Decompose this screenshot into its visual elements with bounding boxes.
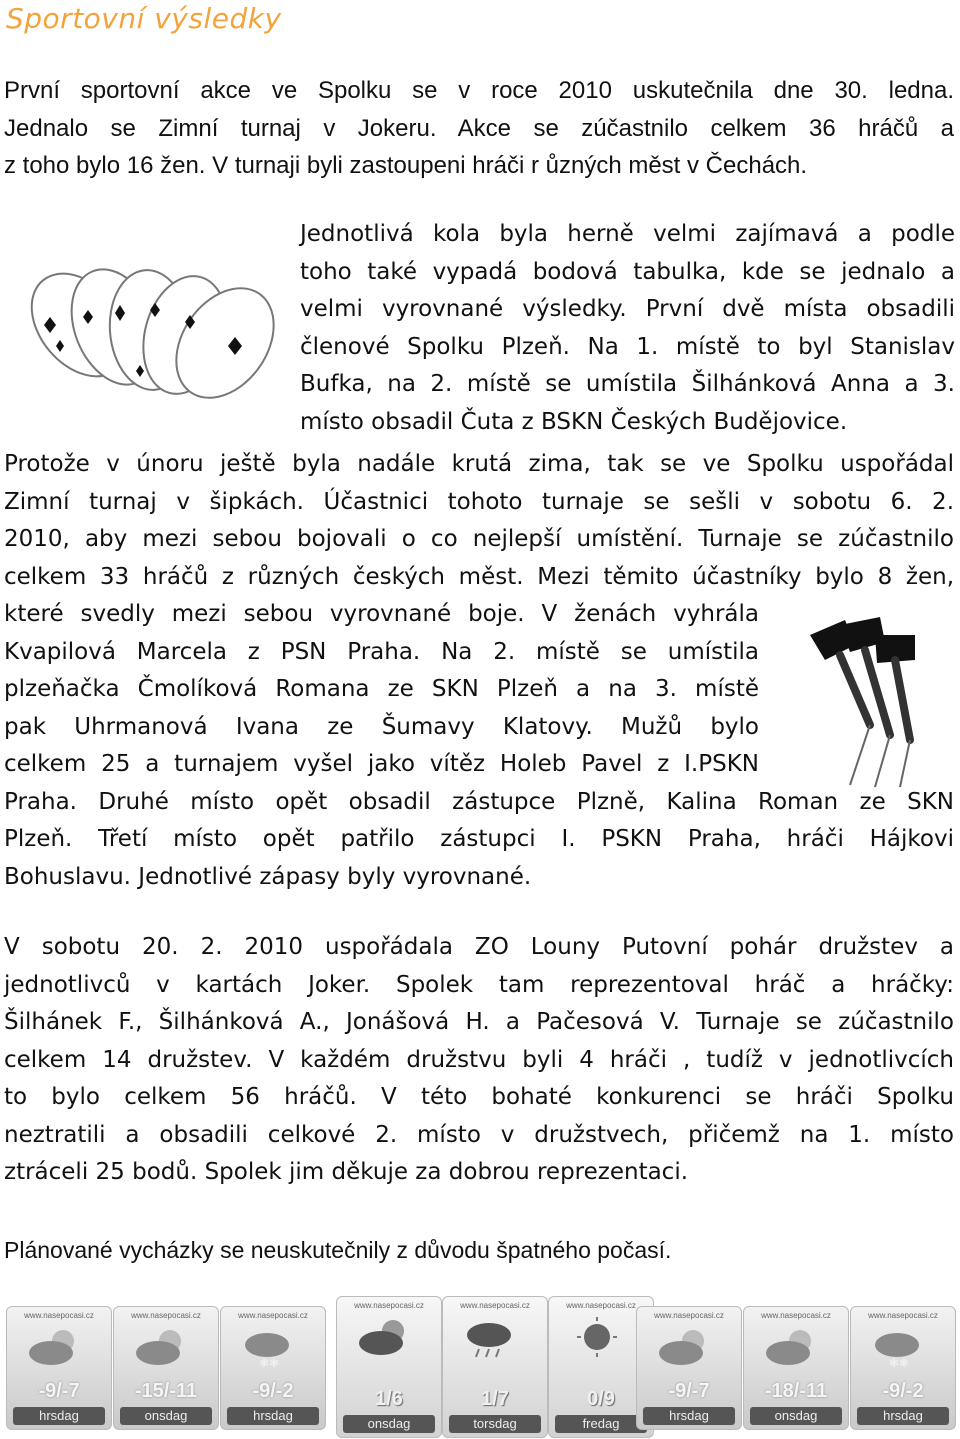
text-line: toho také vypadá bodová tabulka, kde se jednalo a bbox=[300, 258, 955, 285]
text-line: jednotlivců v kartách Joker. Spolek tam reprezentoval hráč a hráčky: bbox=[4, 971, 954, 998]
sun-cloud-icon bbox=[762, 1325, 822, 1370]
snow-cloud-icon bbox=[869, 1325, 929, 1370]
weather-site-label: www.nasepocasi.cz bbox=[460, 1301, 530, 1310]
text-line: Zimní turnaj v šipkách. Účastnici tohoto turnaje se sešli v sobotu 6. 2. bbox=[4, 488, 954, 515]
day-label: onsdag bbox=[750, 1407, 842, 1425]
day-label: hrsdag bbox=[643, 1407, 735, 1425]
sun-cloud-icon bbox=[655, 1325, 715, 1370]
sun-cloud-icon bbox=[25, 1325, 85, 1370]
weather-tile bbox=[113, 1306, 219, 1430]
playing-cards-image bbox=[20, 255, 290, 405]
text-line: celkem 25 a turnajem vyšel jako vítěz Holeb Pavel z I.PSKN bbox=[4, 751, 759, 777]
weather-site-label: www.nasepocasi.cz bbox=[131, 1311, 201, 1320]
day-label: hrsdag bbox=[227, 1407, 319, 1425]
weather-tile bbox=[850, 1306, 956, 1430]
temperature: -9/-7 bbox=[668, 1380, 710, 1402]
temperature: 1/6 bbox=[375, 1388, 403, 1410]
sun-cloud-icon bbox=[355, 1315, 415, 1360]
day-label: hrsdag bbox=[857, 1407, 949, 1425]
text-line: Praha. Druhé místo opět obsadil zástupce Plzně, Kalina Roman ze SKN bbox=[4, 788, 954, 815]
text-line: celkem 33 hráčů z různých českých měst. Mezi těmito účastníky bylo 8 žen, bbox=[4, 563, 954, 590]
text-line: členové Spolku Plzeň. Na 1. místě to byl Stanislav bbox=[300, 333, 955, 360]
rain-cloud-icon bbox=[461, 1315, 521, 1360]
text-line: V sobotu 20. 2. 2010 uspořádala ZO Louny Putovní pohár družstev a bbox=[4, 934, 954, 960]
text-line: Plánované vycházky se neuskutečnily z důvodu špatného počasí. bbox=[4, 1237, 672, 1263]
day-label: onsdag bbox=[343, 1415, 435, 1433]
weather-forecast-strip bbox=[0, 1296, 960, 1439]
weather-tile bbox=[442, 1296, 548, 1438]
page-title: Sportovní výsledky bbox=[6, 2, 282, 35]
weather-tile bbox=[220, 1306, 326, 1430]
text-line: celkem 14 družstev. V každém družstvu byli 4 hráči , tudíž v jednotlivcích bbox=[4, 1046, 954, 1073]
text-line: které svedly mezi sebou vyrovnané boje. V ženách vyhrála bbox=[4, 601, 759, 627]
temperature: 1/7 bbox=[481, 1388, 509, 1410]
weather-site-label: www.nasepocasi.cz bbox=[868, 1311, 938, 1320]
sun-cloud-icon bbox=[132, 1325, 192, 1370]
text-line: z toho bylo 16 žen. V turnaji byli zastoupeni hráči r ůzných měst v Čechách. bbox=[4, 152, 808, 179]
text-line: Bufka, na 2. místě se umístila Šilhánková Anna a 3. bbox=[300, 371, 955, 397]
day-label: torsdag bbox=[449, 1415, 541, 1433]
weather-site-label: www.nasepocasi.cz bbox=[654, 1311, 724, 1320]
weather-site-label: www.nasepocasi.cz bbox=[761, 1311, 831, 1320]
text-line: to bylo celkem 56 hráčů. V této bohaté konkurenci se hráči Spolku bbox=[4, 1084, 954, 1110]
temperature: -9/-2 bbox=[882, 1380, 924, 1402]
weather-site-label: www.nasepocasi.cz bbox=[24, 1311, 94, 1320]
weather-tile bbox=[6, 1306, 112, 1430]
paragraph-results bbox=[300, 216, 955, 441]
paragraph-joker-tournament bbox=[4, 72, 954, 185]
temperature: -9/-2 bbox=[252, 1380, 294, 1402]
text-line: Jednotlivá kola byla herně velmi zajímavá a podle bbox=[300, 221, 955, 247]
text-line: 2010, aby mezi sebou bojovali o co nejlepší umístění. Turnaje se zúčastnilo bbox=[4, 526, 954, 552]
temperature: -18/-11 bbox=[764, 1380, 828, 1402]
sun-icon bbox=[567, 1315, 627, 1360]
temperature: 0/9 bbox=[587, 1388, 615, 1410]
text-line: pak Uhrmanová Ivana ze Šumavy Klatovy. Mužů bylo bbox=[4, 713, 759, 740]
text-line: Šilhánek F., Šilhánková A., Jonášová H. a Pačesová V. Turnaje se zúčastnilo bbox=[4, 1009, 954, 1035]
weather-tile bbox=[336, 1296, 442, 1438]
svg-text:✱✱: ✱✱ bbox=[259, 1356, 280, 1370]
text-line: Plzeň. Třetí místo opět patřilo zástupci I. PSKN Praha, hráči Hájkovi bbox=[4, 826, 954, 852]
paragraph-team-cup bbox=[4, 929, 954, 1192]
weather-site-label: www.nasepocasi.cz bbox=[238, 1311, 308, 1320]
darts-image bbox=[800, 615, 960, 790]
temperature: -15/-11 bbox=[134, 1380, 198, 1402]
text-line: První sportovní akce ve Spolku se v roce 2010 uskutečnila dne 30. ledna. bbox=[4, 77, 954, 104]
text-line: Jednalo se Zimní turnaj v Jokeru. Akce se zúčastnilo celkem 36 hráčů a bbox=[4, 114, 954, 142]
text-line: neztratili a obsadili celkové 2. místo v družstvech, přičemž na 1. místo bbox=[4, 1121, 954, 1148]
text-line: Bohuslavu. Jednotlivé zápasy byly vyrovnané. bbox=[4, 863, 532, 890]
temperature: -9/-7 bbox=[38, 1380, 80, 1402]
text-line: místo obsadil Čuta z BSKN Českých Budějovice. bbox=[300, 408, 848, 435]
text-line: Protože v únoru ještě byla nadále krutá zima, tak se ve Spolku uspořádal bbox=[4, 451, 954, 477]
text-line: velmi vyrovnané výsledky. První dvě místa obsadili bbox=[300, 296, 955, 322]
snow-cloud-icon bbox=[239, 1325, 299, 1370]
weather-tile bbox=[743, 1306, 849, 1430]
day-label: fredag bbox=[555, 1415, 647, 1433]
day-label: hrsdag bbox=[13, 1407, 105, 1425]
text-line: plzeňačka Čmolíková Romana ze SKN Plzeň a na 3. místě bbox=[4, 676, 759, 702]
text-line: ztráceli 25 bodů. Spolek jim děkuje za dobrou reprezentaci. bbox=[4, 1159, 689, 1185]
text-line: Kvapilová Marcela z PSN Praha. Na 2. místě se umístila bbox=[4, 638, 759, 665]
day-label: onsdag bbox=[120, 1407, 212, 1425]
svg-text:✱✱: ✱✱ bbox=[889, 1356, 910, 1370]
weather-tile bbox=[636, 1306, 742, 1430]
weather-site-label: www.nasepocasi.cz bbox=[354, 1301, 424, 1310]
weather-site-label: www.nasepocasi.cz bbox=[566, 1301, 636, 1310]
paragraph-walks bbox=[4, 1232, 954, 1270]
